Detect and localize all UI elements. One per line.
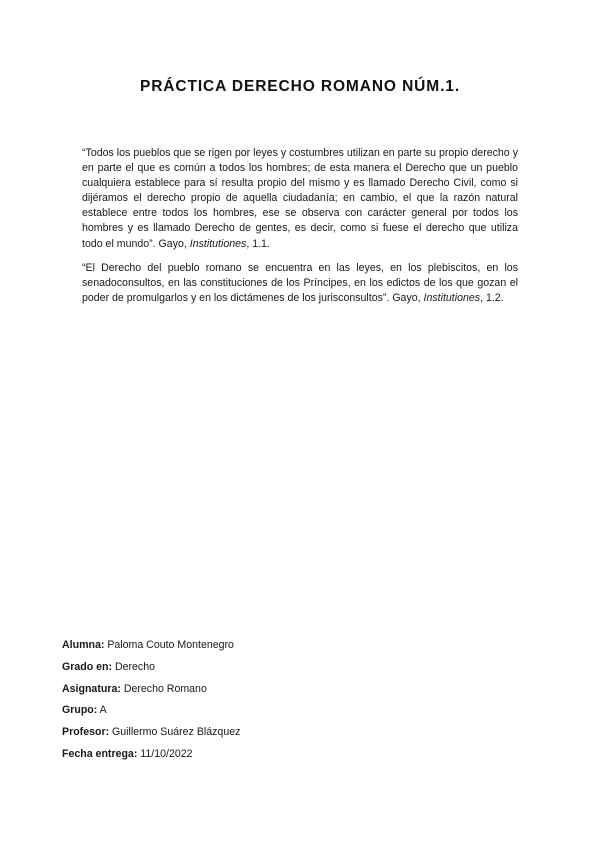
- student-info: [62, 638, 502, 769]
- info-value: Derecho: [112, 660, 156, 673]
- info-label: Fecha entrega:: [62, 747, 138, 760]
- info-label: Profesor:: [62, 726, 110, 739]
- page-title: PRÁCTICA DERECHO ROMANO NÚM.1.: [139, 78, 461, 95]
- quote-reference: , 1.1.: [246, 237, 270, 250]
- quote-source: Institutiones: [423, 291, 481, 304]
- quote-reference: , 1.2.: [480, 291, 504, 304]
- info-label: Asignatura:: [62, 682, 121, 695]
- info-row-grado: [62, 660, 502, 674]
- quote-source: Institutiones: [189, 237, 247, 250]
- quote-text: “El Derecho del pueblo romano se encuentra en las leyes, en los plebiscitos, en los senadoconsultos, en las constituciones de los Príncipes, en los edictos de los que gozan el poder de promulgarlos y en los dictámenes de los jurisconsultos”. Gayo,: [82, 261, 518, 304]
- info-row-fecha: [62, 747, 502, 761]
- info-value: A: [97, 704, 107, 717]
- info-row-grupo: [62, 703, 502, 717]
- info-row-asignatura: [62, 682, 502, 696]
- info-value: Derecho Romano: [120, 682, 207, 695]
- info-value: Guillermo Suárez Blázquez: [109, 726, 241, 739]
- info-label: Grupo:: [62, 704, 98, 717]
- quotes-section: [82, 146, 518, 315]
- quote-paragraph-2: [82, 261, 518, 306]
- info-label: Alumna:: [62, 639, 105, 651]
- quote-paragraph-1: [82, 146, 518, 252]
- quote-text: “Todos los pueblos que se rigen por leyes y costumbres utilizan en parte su propio derecho y en parte el que es común a todos los hombres; de esta manera el Derecho que un pueblo cualquiera establece para sí resulta propio del mismo y es llamado Derecho Civil, como si dijéramos el derecho propio de aquella ciudadanía; en cambio, el que la razón natural establece entre todos los hombres, ese se observa con carácter general por todos los hombres y es llamado Derecho de gentes, es decir, como si fuese el derecho que utiliza todo el mundo”. Gayo,: [82, 147, 518, 250]
- info-row-alumna: [62, 638, 502, 652]
- info-value: 11/10/2022: [137, 747, 193, 760]
- info-value: Paloma Couto Montenegro: [104, 639, 234, 651]
- info-label: Grado en:: [62, 660, 113, 673]
- info-row-profesor: [62, 725, 502, 739]
